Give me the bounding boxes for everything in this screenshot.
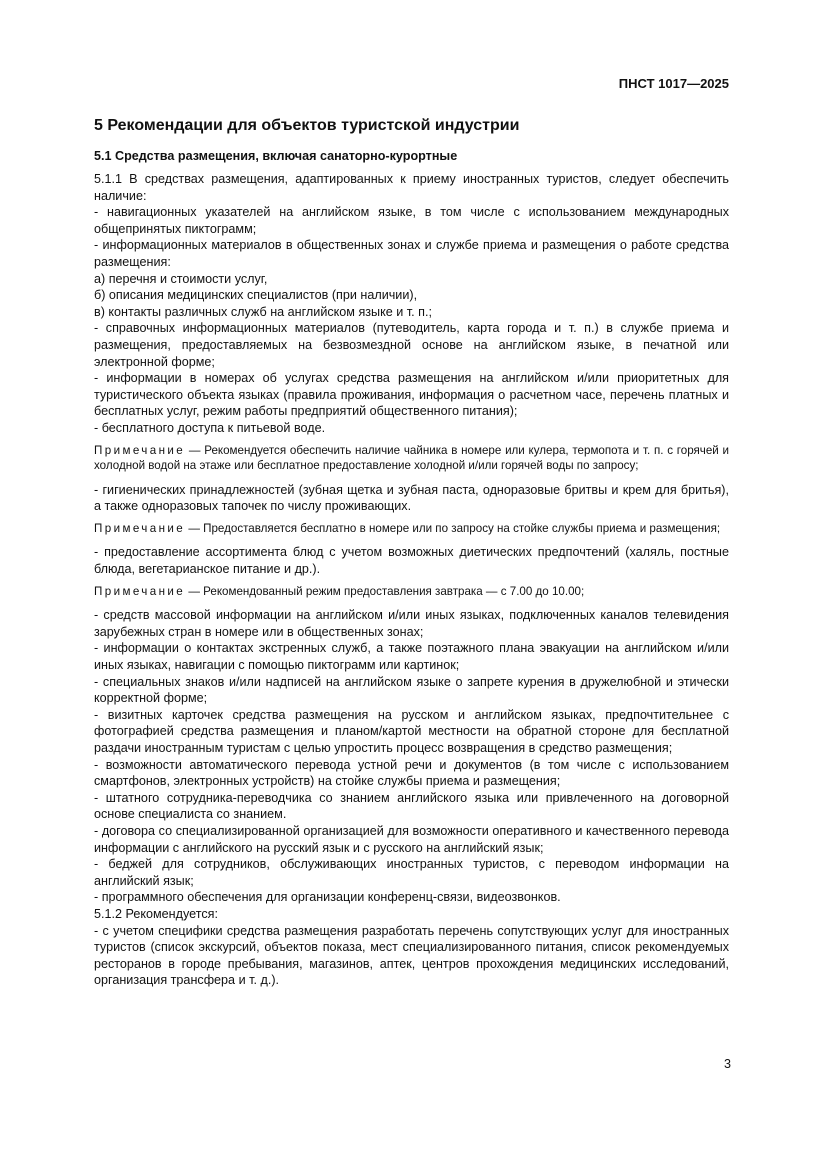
note-text: — Рекомендуется обеспечить наличие чайника в номере или кулера, термопота и т. п. с горячей и холодной водой на этаже или бесплатное предоставление холодной и/или горячей воды по запросу; bbox=[94, 443, 729, 473]
note bbox=[94, 584, 729, 600]
document-code: ПНСТ 1017—2025 bbox=[618, 76, 729, 91]
list-item: - информации о контактах экстренных служб, а также поэтажного плана эвакуации на английском и/или иных языках, навигации с помощью пиктограмм или картинок; bbox=[94, 641, 729, 673]
list-item: - штатного сотрудника-переводчика со знанием английского языка или привлеченного на договорной основе специалиста со знанием. bbox=[94, 790, 729, 822]
list-item: - предоставление ассортимента блюд с учетом возможных диетических предпочтений (халяль, постные блюда, вегетарианское питание и др.). bbox=[94, 545, 729, 577]
note bbox=[94, 443, 729, 474]
note-label: Примечание bbox=[94, 521, 186, 535]
list-item: - визитных карточек средства размещения на русском и английском языках, предпочтительнее с фотографией средства размещения и планом/картой местности на обратной стороне для бесплатной раздачи иностранным туристам с целью упростить процесс возвращения в средство размещения; bbox=[94, 707, 729, 755]
note-label: Примечание bbox=[94, 584, 186, 598]
section-title: 5 Рекомендации для объектов туристской индустрии bbox=[94, 117, 520, 134]
list-item: - возможности автоматического перевода устной речи и документов (в том числе с использованием смартфонов, электронных устройств) на стойке службы приема и размещения; bbox=[94, 757, 729, 789]
list-item: а) перечня и стоимости услуг, bbox=[94, 271, 268, 286]
list-item: - беджей для сотрудников, обслуживающих иностранных туристов, с переводом информации на английский язык; bbox=[94, 857, 729, 888]
page-number: 3 bbox=[723, 1057, 731, 1071]
paragraph: 5.1.2 Рекомендуется: bbox=[94, 906, 218, 921]
list-item: - навигационных указателей на английском языке, в том числе с использованием международных общепринятых пиктограмм; bbox=[94, 205, 729, 236]
list-item: - договора со специализированной организацией для возможности оперативного и качественного перевода информации с английского на русский язык и с русского на английский язык; bbox=[94, 823, 729, 855]
note-label: Примечание bbox=[94, 443, 186, 457]
paragraph: 5.1.1 В средствах размещения, адаптированных к приему иностранных туристов, следует обеспечить наличие: bbox=[94, 172, 729, 203]
list-item: - с учетом специфики средства размещения разработать перечень сопутствующих услуг для иностранных туристов (список экскурсий, объектов показа, мест специализированного питания, список рекомендуемых ресторанов в городе пребывания, магазинов, аптек, центров прохождения медицинских исследований, организация трансфера и т. д.). bbox=[94, 923, 729, 988]
note bbox=[94, 521, 729, 537]
list-item: - бесплатного доступа к питьевой воде. bbox=[94, 420, 326, 435]
list-item: - информационных материалов в общественных зонах и службе приема и размещения о работе средства размещения: bbox=[94, 238, 729, 269]
list-item: в) контакты различных служб на английском языке и т. п.; bbox=[94, 304, 432, 319]
subsection-title: 5.1 Средства размещения, включая санаторно-курортные bbox=[94, 149, 458, 163]
note-text: — Предоставляется бесплатно в номере или по запросу на стойке службы приема и размещения; bbox=[185, 521, 721, 535]
list-item: - информации в номерах об услугах средства размещения на английском и/или приоритетных для туристического объекта языках (правила проживания, информация о расчетном часе, перечень платных и бесплатных услуг, режим работы предприятий общественного питания); bbox=[94, 371, 729, 419]
list-item: б) описания медицинских специалистов (при наличии), bbox=[94, 288, 418, 303]
note-text: — Рекомендованный режим предоставления завтрака — с 7.00 до 10.00; bbox=[185, 584, 585, 598]
page-content bbox=[94, 116, 729, 989]
list-item: - специальных знаков и/или надписей на английском языке о запрете курения в дружелюбной и этически корректной форме; bbox=[94, 674, 729, 706]
list-item: - гигиенических принадлежностей (зубная щетка и зубная паста, одноразовые бритвы и крем для бритья), а также одноразовых тапочек по числу проживающих. bbox=[94, 482, 729, 514]
list-item: - справочных информационных материалов (путеводитель, карта города и т. п.) в службе приема и размещения, предоставляемых на безвозмездной основе на английском языке, в печатной или электронной форме; bbox=[94, 321, 729, 369]
list-item: - средств массовой информации на английском и/или иных языках, подключенных каналов телевидения зарубежных стран в номере или в общественных зонах; bbox=[94, 608, 729, 639]
list-item: - программного обеспечения для организации конференц-связи, видеозвонков. bbox=[94, 890, 561, 905]
